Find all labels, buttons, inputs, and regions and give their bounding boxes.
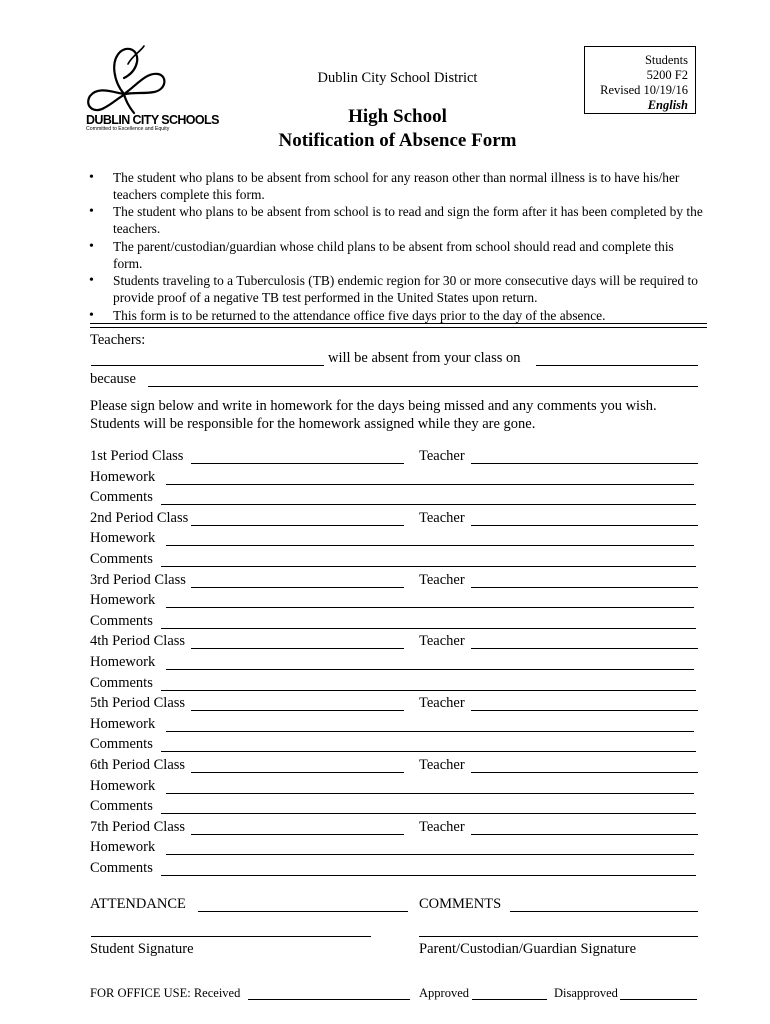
disapproved-label: Disapproved (554, 986, 618, 1000)
received-field[interactable] (248, 999, 410, 1000)
period-comments-field[interactable] (161, 813, 696, 814)
period-teacher-field[interactable] (471, 648, 698, 649)
because-label: because (90, 371, 136, 387)
period-homework-field[interactable] (166, 793, 694, 794)
absence-reason-field[interactable] (148, 386, 698, 387)
period-comments-label: Comments (90, 798, 153, 815)
period-class-label: 6th Period Class (90, 757, 186, 773)
period-teacher-field[interactable] (471, 463, 698, 464)
period-class-field[interactable] (191, 463, 404, 464)
period-comments-label: Comments (90, 489, 153, 506)
period-comments-label: Comments (90, 551, 153, 567)
period-comments-field[interactable] (161, 566, 696, 567)
period-teacher-field[interactable] (471, 710, 698, 711)
period-class-field[interactable] (191, 710, 404, 711)
instructions-list (88, 170, 704, 326)
period-class-label: 2nd Period Class (90, 509, 189, 526)
period-class-field[interactable] (191, 648, 404, 649)
attendance-label: ATTENDANCE (90, 896, 186, 912)
period-class-label: 4th Period Class (90, 633, 186, 650)
form-id-number: 5200 F2 (646, 68, 688, 82)
form-title-line1: High School (348, 106, 447, 127)
teachers-heading: Teachers: (90, 332, 146, 348)
period-teacher-label: Teacher (419, 757, 465, 773)
period-homework-field[interactable] (166, 484, 694, 485)
district-name: Dublin City School District (317, 70, 478, 86)
form-id-revision: Revised 10/19/16 (600, 83, 688, 97)
period-teacher-field[interactable] (471, 525, 698, 526)
period-comments-field[interactable] (161, 690, 696, 691)
period-teacher-label: Teacher (419, 695, 465, 712)
period-teacher-field[interactable] (471, 587, 698, 588)
period-teacher-label: Teacher (419, 818, 465, 835)
absence-dates-field[interactable] (536, 365, 698, 366)
period-comments-label: Comments (90, 674, 153, 691)
period-class-field[interactable] (191, 587, 404, 588)
period-homework-label: Homework (90, 592, 156, 609)
period-class-field[interactable] (191, 525, 404, 526)
period-teacher-label: Teacher (419, 448, 465, 464)
period-homework-field[interactable] (166, 669, 694, 670)
instruction-item: • The parent/custodian/guardian whose child plans to be absent from school should read and complete this form. (88, 239, 704, 272)
section-divider (90, 323, 707, 324)
period-class-field[interactable] (191, 772, 404, 773)
student-signature-line[interactable] (91, 936, 371, 937)
period-homework-field[interactable] (166, 607, 694, 608)
period-homework-label: Homework (90, 654, 156, 670)
student-name-field[interactable] (91, 365, 324, 366)
period-comments-label: Comments (90, 860, 153, 876)
period-comments-field[interactable] (161, 504, 696, 505)
period-teacher-label: Teacher (419, 633, 465, 650)
form-id-box (584, 46, 696, 114)
form-id-language: English (647, 98, 688, 112)
student-signature-label: Student Signature (90, 941, 194, 957)
period-comments-field[interactable] (161, 628, 696, 629)
form-title-line2: Notification of Absence Form (278, 130, 517, 151)
period-comments-field[interactable] (161, 875, 696, 876)
period-homework-field[interactable] (166, 545, 694, 546)
period-homework-field[interactable] (166, 731, 694, 732)
period-class-label: 5th Period Class (90, 695, 186, 712)
period-comments-label: Comments (90, 612, 153, 629)
period-homework-label: Homework (90, 715, 156, 732)
parent-signature-label: Parent/Custodian/Guardian Signature (419, 941, 637, 957)
period-class-label: 3rd Period Class (90, 571, 186, 588)
comments-label-footer: COMMENTS (419, 896, 502, 912)
period-homework-label: Homework (90, 839, 156, 856)
attendance-field[interactable] (198, 911, 408, 912)
instruction-item: • The student who plans to be absent from school for any reason other than normal illness is to have his/her teachers complete this form. (88, 170, 704, 203)
period-teacher-label: Teacher (419, 509, 465, 526)
section-divider (90, 327, 707, 328)
office-use-received-label: FOR OFFICE USE: Received (90, 986, 241, 1000)
period-comments-field[interactable] (161, 751, 696, 752)
period-comments-label: Comments (90, 736, 153, 753)
period-homework-label: Homework (90, 530, 156, 547)
logo-wordmark: DUBLIN CITY SCHOOLS (86, 113, 219, 127)
disapproved-field[interactable] (620, 999, 697, 1000)
instruction-item: • Students traveling to a Tuberculosis (TB) endemic region for 30 or more consecutive days will be required to provide proof of a negative TB test performed in the United States upon return. (88, 273, 704, 306)
logo-tagline: Committed to Excellence and Equity (86, 126, 170, 132)
instruction-item: • The student who plans to be absent from school is to read and sign the form after it has been completed by the teachers. (88, 204, 704, 237)
period-homework-label: Homework (90, 777, 156, 794)
period-class-label: 1st Period Class (90, 448, 184, 464)
period-class-field[interactable] (191, 834, 404, 835)
office-comments-field[interactable] (510, 911, 698, 912)
period-teacher-label: Teacher (419, 571, 465, 588)
period-teacher-field[interactable] (471, 834, 698, 835)
form-id-category: Students (644, 53, 688, 67)
parent-signature-line[interactable] (419, 936, 698, 937)
period-teacher-field[interactable] (471, 772, 698, 773)
period-homework-field[interactable] (166, 854, 694, 855)
approved-field[interactable] (472, 999, 547, 1000)
sign-note-line2: Students will be responsible for the homework assigned while they are gone. (90, 416, 536, 432)
period-homework-label: Homework (90, 468, 156, 485)
instruction-item: • This form is to be returned to the attendance office five days prior to the day of the absence. (88, 308, 704, 325)
approved-label: Approved (419, 986, 469, 1000)
absent-text: will be absent from your class on (328, 350, 521, 366)
period-class-label: 7th Period Class (90, 818, 186, 835)
sign-note-line1: Please sign below and write in homework for the days being missed and any comments you wish. (90, 398, 657, 414)
